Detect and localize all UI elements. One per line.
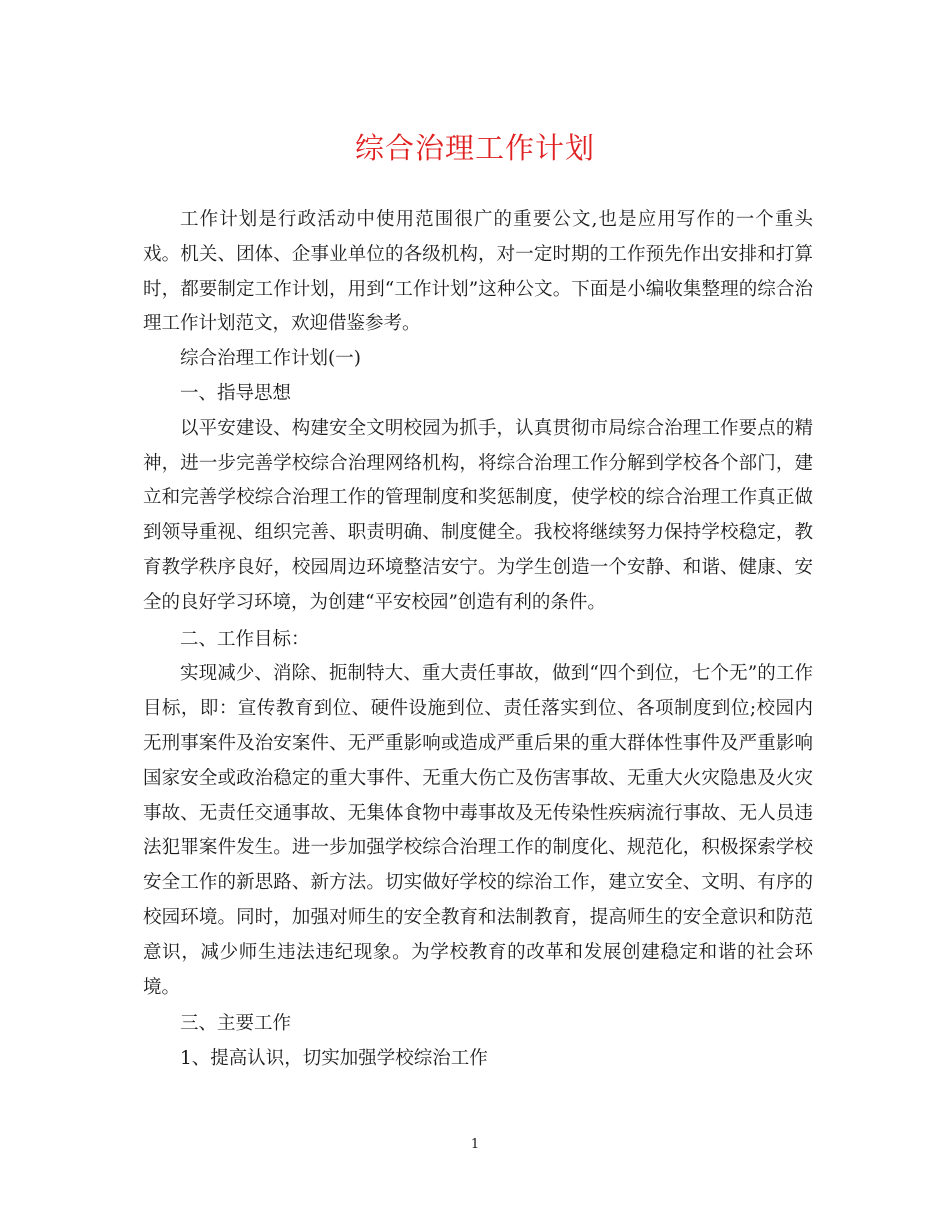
document-title: 综合治理工作计划 <box>354 131 595 165</box>
section-heading-work-goals: 二、工作目标： <box>180 628 310 650</box>
guiding-thought-paragraph: 以平安建设、构建安全文明校园为抓手，认真贯彻市局综合治理工作要点的精神，进一步完善学校综合治理网络机构，将综合治理工作分解到学校各个部门，建立和完善学校综合治理工作的管理制度和奖惩制度，使学校的综合治理工作真正做到领导重视、组织完善、职责明确、制度健全。我校将继续努力保持学校稳定，教育教学秩序良好，校园周边环境整洁安宁。为学生创造一个安静、和谐、健康、安全的良好学习环境，为创建“平安校园”创造有利的条件。 <box>143 417 813 613</box>
intro-paragraph: 工作计划是行政活动中使用范围很广的重要公文,也是应用写作的一个重头戏。机关、团体、企事业单位的各级机构，对一定时期的工作预先作出安排和打算时，都要制定工作计划，用到“工作计划”这种公文。下面是小编收集整理的综合治理工作计划范文，欢迎借鉴参考。 <box>143 209 813 335</box>
plan-heading-one: 综合治理工作计划(一) <box>180 348 361 370</box>
page-number: 1 <box>470 1137 480 1152</box>
document-body <box>143 203 813 1077</box>
subsection-heading-raise-awareness: 1、提高认识，切实加强学校综治工作 <box>180 1048 488 1070</box>
section-heading-guiding-thought: 一、指导思想 <box>180 382 292 404</box>
work-goals-paragraph: 实现减少、消除、扼制特大、重大责任事故，做到“四个到位，七个无”的工作目标，即：宣传教育到位、硬件设施到位、责任落实到位、各项制度到位;校园内无刑事案件及治安案件、无严重影响或造成严重后果的重大群体性事件及严重影响国家安全或政治稳定的重大事件、无重大伤亡及伤害事故、无重大火灾隐患及火灾事故、无责任交通事故、无集体食物中毒事故及无传染性疾病流行事故、无人员违法犯罪案件发生。进一步加强学校综合治理工作的制度化、规范化，积极探索学校安全工作的新思路、新方法。切实做好学校的综治工作，建立安全、文明、有序的校园环境。同时，加强对师生的安全教育和法制教育，提高师生的安全意识和防范意识，减少师生违法违纪现象。为学校教育的改革和发展创建稳定和谐的社会环境。 <box>143 663 813 998</box>
section-heading-main-work: 三、主要工作 <box>180 1013 292 1035</box>
